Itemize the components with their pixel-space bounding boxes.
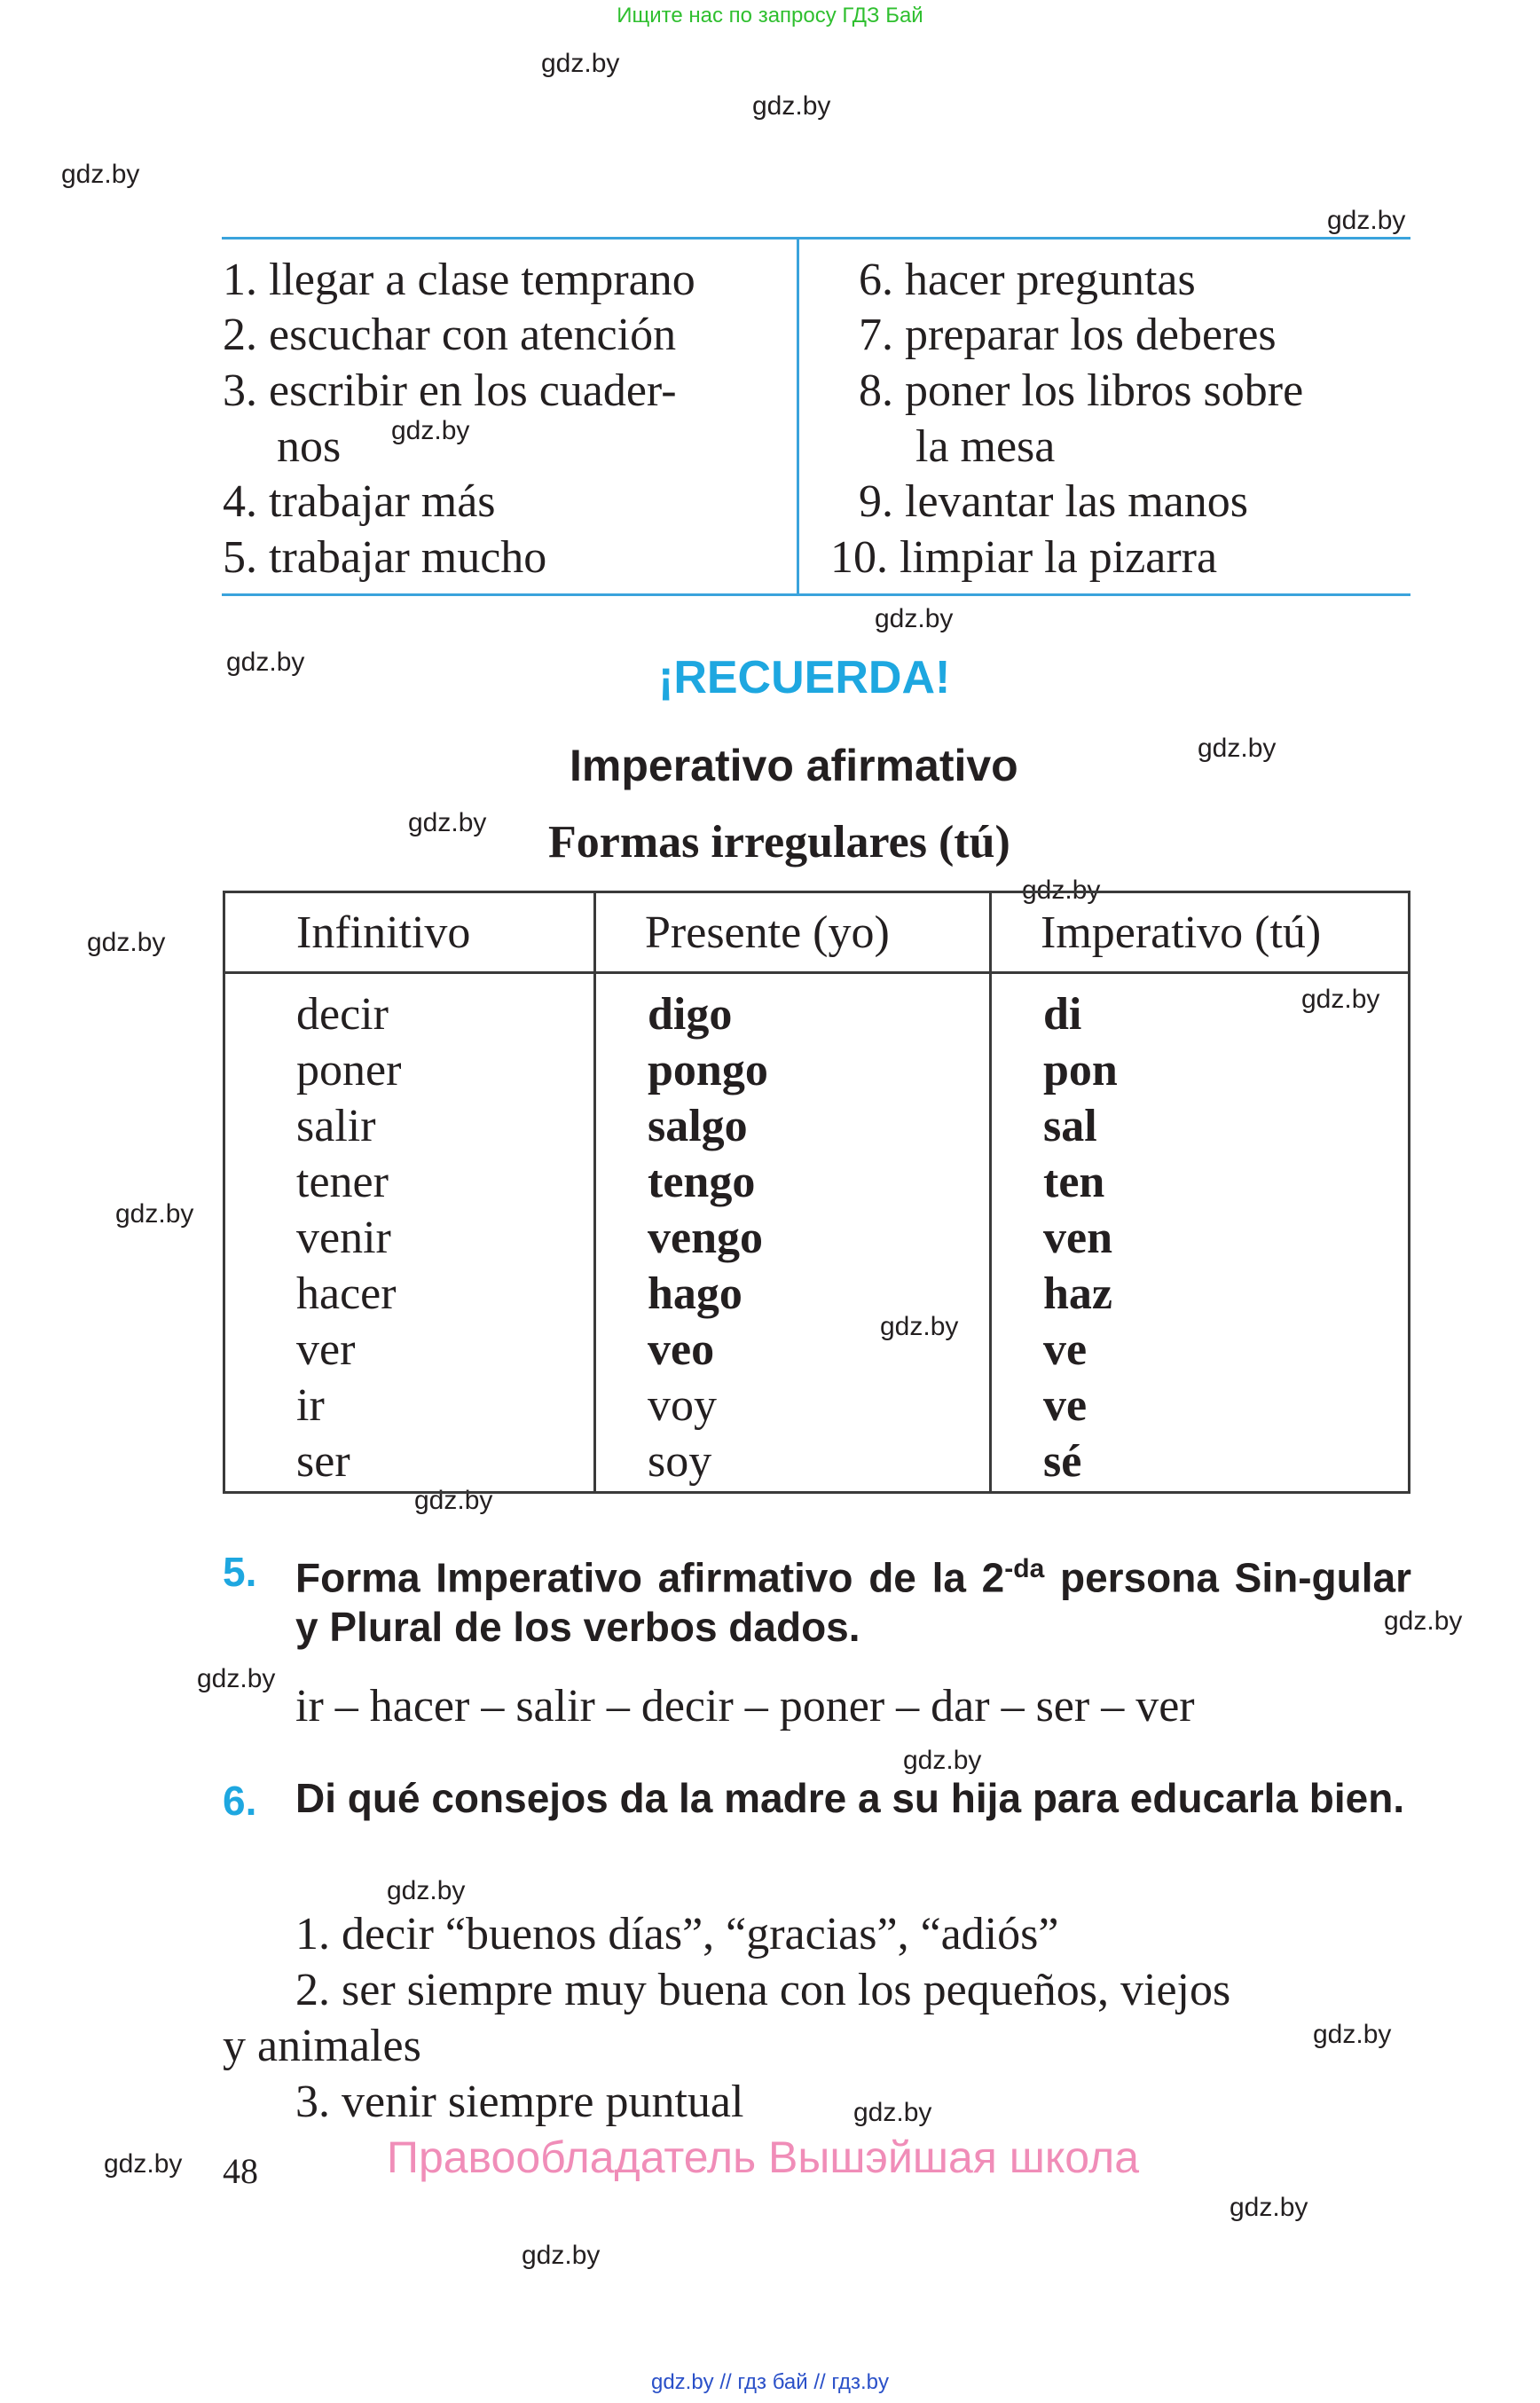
- watermark: gdz.by: [1384, 1606, 1463, 1636]
- table-cell: ir: [296, 1380, 325, 1431]
- watermark: gdz.by: [1198, 734, 1277, 763]
- phrase-item: 4. trabajar más: [223, 476, 496, 527]
- phrase-item: 6. hacer preguntas: [859, 255, 1196, 305]
- exercise-5-sup: -da: [1004, 1554, 1045, 1583]
- phrase-item: 5. trabajar mucho: [223, 532, 547, 583]
- infinitivo-column: [224, 973, 595, 1493]
- table-cell: pon: [1043, 1045, 1118, 1095]
- page-number: 48: [223, 2151, 258, 2191]
- watermark: gdz.by: [1313, 2020, 1392, 2049]
- table-cell: vengo: [648, 1213, 763, 1263]
- table-header: Imperativo (tú): [991, 892, 1410, 973]
- watermark: gdz.by: [226, 648, 305, 677]
- copyright-notice: Правообладатель Вышэйшая школа: [387, 2132, 1139, 2182]
- watermark: gdz.by: [1327, 206, 1406, 235]
- watermark: gdz.by: [104, 2149, 183, 2179]
- table-cell: digo: [648, 989, 733, 1040]
- phrase-item: 3. escribir en los cuader-: [223, 365, 677, 416]
- table-cell: sé: [1043, 1436, 1082, 1487]
- section-subtitle-2: Formas irregulares (tú): [548, 817, 1010, 868]
- exercise-5-number: 5.: [223, 1549, 257, 1595]
- phrase-item: 9. levantar las manos: [859, 476, 1248, 527]
- phrases-top-rule: [222, 237, 1410, 240]
- table-cell: ver: [296, 1324, 356, 1375]
- table-header: Infinitivo: [224, 892, 595, 973]
- phrase-item: 10. limpiar la pizarra: [830, 532, 1218, 583]
- watermark: gdz.by: [1301, 985, 1380, 1014]
- exercise-6-item: 1. decir “buenos días”, “gracias”, “adiós”: [295, 1909, 1059, 1959]
- watermark: gdz.by: [414, 1486, 493, 1515]
- exercise-6-item: 3. venir siempre puntual: [295, 2077, 744, 2127]
- phrase-item: la mesa: [915, 421, 1056, 472]
- table-cell: sal: [1043, 1101, 1097, 1151]
- table-cell: decir: [296, 989, 389, 1040]
- table-cell: ser: [296, 1436, 350, 1487]
- exercise-5-verbs: ir – hacer – salir – decir – poner – dar – ser – ver: [295, 1681, 1195, 1732]
- table-cell: hacer: [296, 1268, 397, 1319]
- watermark: gdz.by: [87, 928, 166, 957]
- watermark: gdz.by: [115, 1199, 194, 1229]
- phrase-item: 1. llegar a clase temprano: [223, 255, 695, 305]
- watermark: gdz.by: [61, 160, 140, 189]
- watermark: gdz.by: [880, 1312, 959, 1341]
- watermark: gdz.by: [875, 604, 954, 633]
- table-cell: voy: [648, 1380, 717, 1431]
- bottom-banner[interactable]: gdz.by // гдз бай // гдз.by: [650, 2370, 890, 2394]
- imperativo-column: [991, 973, 1410, 1493]
- table-cell: soy: [648, 1436, 712, 1487]
- phrase-item: nos: [277, 421, 342, 472]
- table-cell: ve: [1043, 1324, 1088, 1375]
- table-cell: hago: [648, 1268, 742, 1319]
- exercise-6-number: 6.: [223, 1778, 257, 1824]
- table-cell: ve: [1043, 1380, 1088, 1431]
- table-cell: di: [1043, 989, 1082, 1040]
- table-cell: tengo: [648, 1157, 756, 1207]
- exercise-6-instruction: Di qué consejos da la madre a su hija para educarla bien.: [295, 1775, 1405, 1821]
- watermark: gdz.by: [197, 1664, 276, 1693]
- phrases-bottom-rule: [222, 593, 1410, 596]
- phrase-item: 2. escuchar con atención: [223, 310, 677, 360]
- table-cell: veo: [648, 1324, 715, 1375]
- phrase-item: 8. poner los libros sobre: [859, 365, 1304, 416]
- watermark: gdz.by: [1022, 876, 1101, 905]
- watermark: gdz.by: [1230, 2193, 1308, 2222]
- table-cell: venir: [296, 1213, 391, 1263]
- watermark: gdz.by: [408, 808, 487, 837]
- exercise-5-text-b: persona Sin-gular y Plural de los verbos dados.: [295, 1554, 1411, 1651]
- watermark: gdz.by: [391, 416, 470, 445]
- watermark: gdz.by: [752, 91, 831, 121]
- top-banner: Ищите нас по запросу ГДЗ Бай: [617, 4, 923, 27]
- table-header: Presente (yo): [595, 892, 991, 973]
- conjugation-table: [223, 891, 1410, 1494]
- phrase-item: 7. preparar los deberes: [859, 310, 1277, 360]
- table-cell: salir: [296, 1101, 376, 1151]
- table-cell: pongo: [648, 1045, 768, 1095]
- table-cell: tener: [296, 1157, 389, 1207]
- table-cell: ten: [1043, 1157, 1105, 1207]
- watermark: gdz.by: [522, 2241, 601, 2270]
- presente-column: [595, 973, 991, 1493]
- section-subtitle: Imperativo afirmativo: [570, 741, 1018, 790]
- exercise-5-text-a: Forma Imperativo afirmativo de la 2: [295, 1554, 1005, 1601]
- table-cell: poner: [296, 1045, 402, 1095]
- watermark: gdz.by: [903, 1746, 982, 1775]
- table-cell: salgo: [648, 1101, 748, 1151]
- exercise-5-instruction: [295, 1544, 1411, 1652]
- phrases-divider: [797, 237, 799, 596]
- exercise-6-item: 2. ser siempre muy buena con los pequeños, viejos: [295, 1965, 1231, 2015]
- recuerda-title: ¡RECUERDA!: [658, 652, 951, 703]
- exercise-6-item: y animales: [223, 2021, 421, 2071]
- watermark: gdz.by: [387, 1876, 466, 1905]
- watermark: gdz.by: [853, 2098, 932, 2127]
- table-cell: haz: [1043, 1268, 1112, 1319]
- watermark: gdz.by: [541, 49, 620, 78]
- table-cell: ven: [1043, 1213, 1112, 1263]
